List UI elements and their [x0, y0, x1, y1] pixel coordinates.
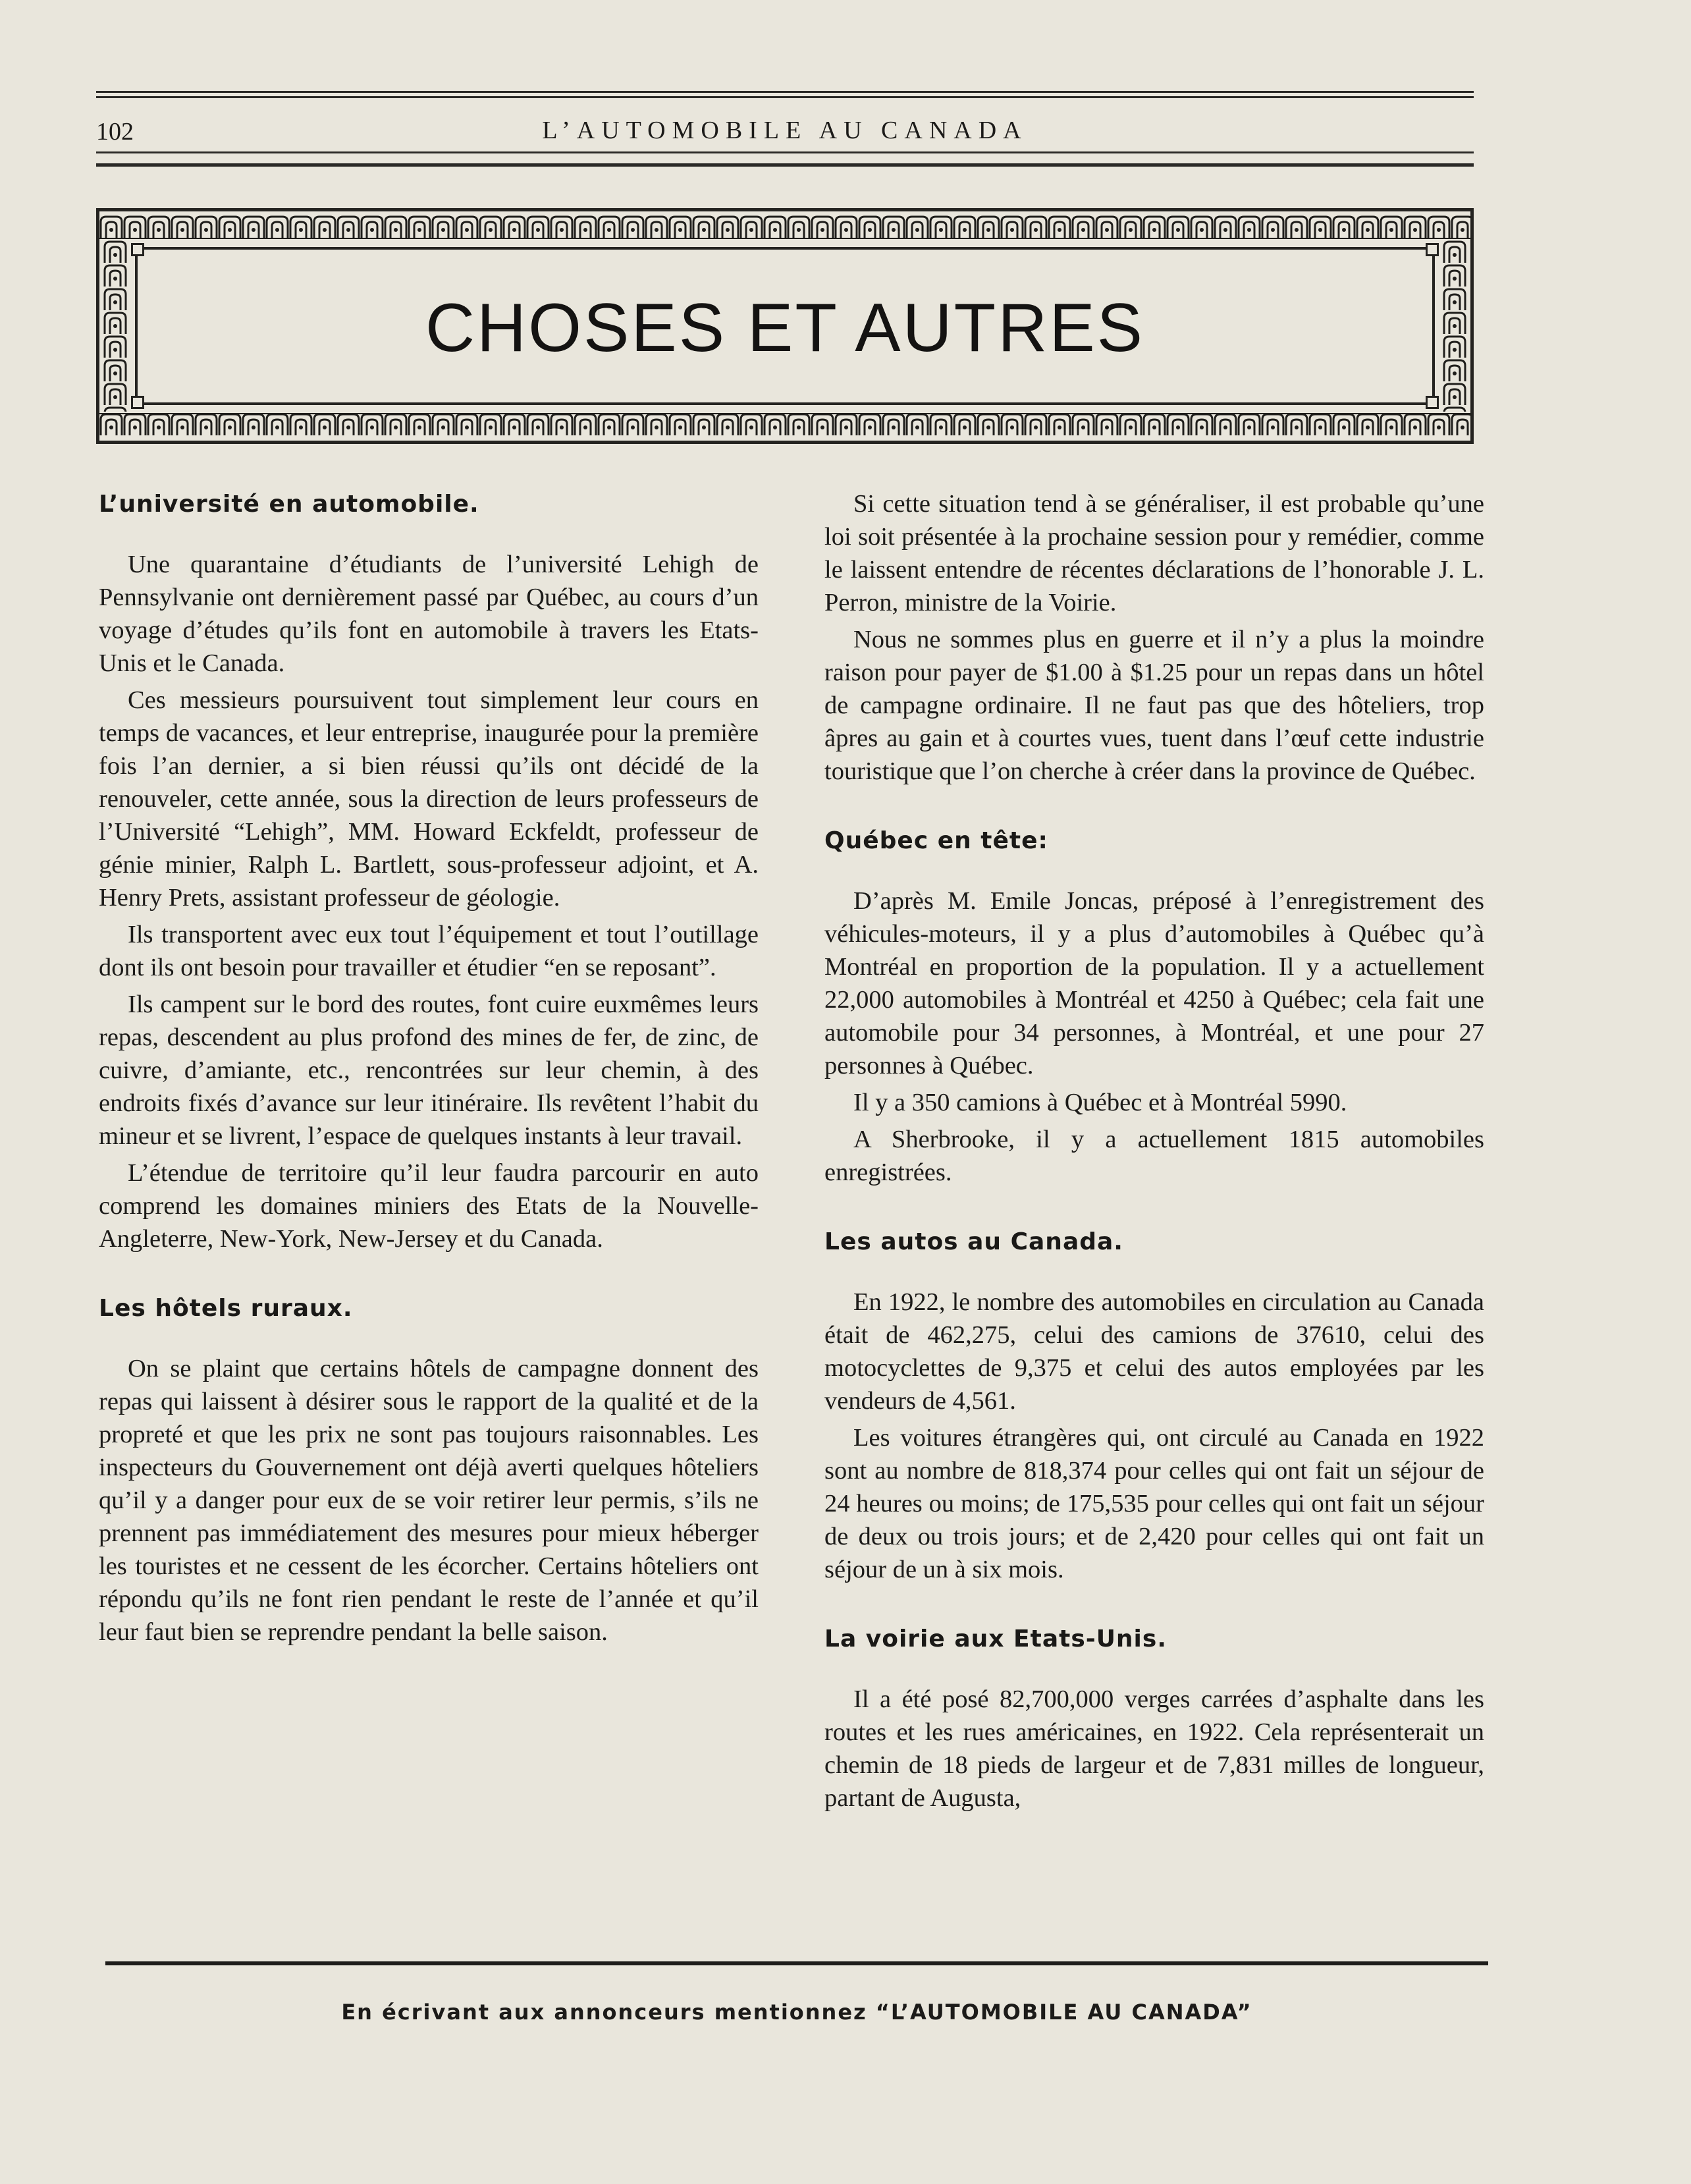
- journal-title: L’AUTOMOBILE AU CANADA: [542, 117, 1028, 144]
- footer-rule: [105, 1961, 1488, 1965]
- corner-square-icon: [131, 243, 144, 256]
- ornament-side-left-icon: [103, 240, 127, 412]
- header-rule-top-1: [96, 91, 1474, 93]
- article-paragraph: On se plaint que certains hôtels de campagne donnent des repas qui laissent à désirer sous le rapport de la qualité et de la propreté et que les prix ne sont pas toujours raisonnables. Les inspecteurs du Gouvernement ont déjà averti quelques hôteliers qu’il y a danger pour eux de se voir retirer leur permis, s’ils ne prennent pas immédiatement des mesures pour mieux héberger les touristes et ne cessent de les écorcher. Certains hôteliers ont répondu qu’ils ne font rien pendant le reste de l’année et qu’il leur faut bien se reprendre pendant la belle saison.: [99, 1355, 759, 1646]
- section-banner-title: CHOSES ET AUTRES: [425, 290, 1145, 366]
- article-paragraph: Si cette situation tend à se généraliser, il est probable qu’une loi soit présentée à la prochaine session pour y remédier, comme le laissent entendre de récentes déclarations de l’honorable J. L. Perron, ministre de la Voirie.: [824, 490, 1484, 616]
- article-heading-voirie: La voirie aux Etats-Unis.: [824, 1625, 1167, 1652]
- article-paragraph: Il a été posé 82,700,000 verges carrées d’asphalte dans les routes et les rues américaines, en 1922. Cela représenterait un chemin de 18 pieds de largeur et de 7,831 milles de longueur, partant de Augusta,: [824, 1685, 1484, 1812]
- left-column: [99, 491, 759, 1649]
- article-paragraph: En 1922, le nombre des automobiles en circulation au Canada était de 462,275, celui des camions de 37610, celui des motocyclettes de 9,375 et celui des autos employées par les vendeurs de 4,561.: [824, 1288, 1484, 1415]
- article-heading-universite: L’université en automobile.: [99, 491, 479, 518]
- corner-square-icon: [1426, 243, 1439, 256]
- header-rule-top-2: [96, 96, 1474, 98]
- right-column: [824, 487, 1484, 1815]
- article-paragraph: Ces messieurs poursuivent tout simplement leur cours en temps de vacances, et leur entreprise, inaugurée pour la première fois l’an dernier, a si bien réussi qu’ils ont décidé de la renouveler, cette année, sous la direction de leurs professeurs de l’Université “Lehigh”, MM. Howard Eckfeldt, professeur de génie minier, Ralph L. Bartlett, sous-professeur adjoint, et A. Henry Prets, assistant professeur de géologie.: [99, 686, 759, 912]
- article-paragraph: Les voitures étrangères qui, ont circulé au Canada en 1922 sont au nombre de 818,374 pour celles qui ont fait un séjour de 24 heures ou moins; de 175,535 pour celles qui ont fait un séjour de deux ou trois jours; et de 2,420 pour celles qui ont fait un séjour de un à six mois.: [824, 1424, 1484, 1583]
- ornament-side-right-icon: [1443, 240, 1466, 412]
- article-paragraph: L’étendue de territoire qu’il leur faudra parcourir en auto comprend les domaines miniers des Etats de la Nouvelle-Angleterre, New-York, New-Jersey et du Canada.: [99, 1159, 759, 1253]
- article-heading-autos-canada: Les autos au Canada.: [824, 1228, 1123, 1255]
- article-heading-hotels: Les hôtels ruraux.: [99, 1295, 353, 1322]
- running-head: [96, 111, 1474, 155]
- article-paragraph: A Sherbrooke, il y a actuellement 1815 automobiles enregistrées.: [824, 1126, 1484, 1186]
- article-paragraph: Une quarantaine d’étudiants de l’université Lehigh de Pennsylvanie ont dernièrement passé par Québec, au cours d’un voyage d’études qu’ils font en automobile à travers les Etats-Unis et le Canada.: [99, 551, 759, 677]
- ornament-band-bottom-icon: [99, 413, 1470, 437]
- footer-advertiser-note: En écrivant aux annonceurs mentionnez “L’AUTOMOBILE AU CANADA”: [341, 2000, 1252, 2025]
- article-paragraph: Nous ne sommes plus en guerre et il n’y a plus la moindre raison pour payer de $1.00 à $1.25 pour un repas dans un hôtel de campagne ordinaire. Il ne faut pas que des hôteliers, trop âpres au gain et à courtes vues, tuent dans l’œuf cette industrie touristique que l’on cherche à créer dans la province de Québec.: [824, 626, 1484, 785]
- corner-square-icon: [1426, 396, 1439, 409]
- article-paragraph: D’après M. Emile Joncas, préposé à l’enregistrement des véhicules-moteurs, il y a plus d’automobiles à Québec qu’à Montréal en proportion de la population. Il y a actuellement 22,000 automobiles à Montréal et 4250 à Québec; cela fait une automobile pour 34 personnes, à Montréal, et une pour 27 personnes à Québec.: [824, 887, 1484, 1079]
- ornamental-banner: [96, 208, 1474, 444]
- header-rule-bottom-1: [96, 151, 1474, 153]
- ornament-band-top-icon: [99, 215, 1470, 239]
- page-number: 102: [96, 118, 134, 146]
- header-rule-bottom-2: [96, 163, 1474, 167]
- article-paragraph: Ils campent sur le bord des routes, font cuire euxmêmes leurs repas, descendent au plus profond des mines de fer, de zinc, de cuivre, d’amiante, etc., rencontrées sur leur chemin, à des endroits fixés d’avance sur leur itinéraire. Ils revêtent l’habit du mineur et se livrent, l’espace de quelques instants à leur travail.: [99, 991, 759, 1150]
- banner-inner-frame: [135, 247, 1435, 405]
- article-paragraph: Il y a 350 camions à Québec et à Montréal 5990.: [853, 1089, 1347, 1116]
- article-paragraph: Ils transportent avec eux tout l’équipement et tout l’outillage dont ils ont besoin pour travailler et étudier “en se reposant”.: [99, 921, 759, 981]
- corner-square-icon: [131, 396, 144, 409]
- article-heading-quebec: Québec en tête:: [824, 827, 1048, 854]
